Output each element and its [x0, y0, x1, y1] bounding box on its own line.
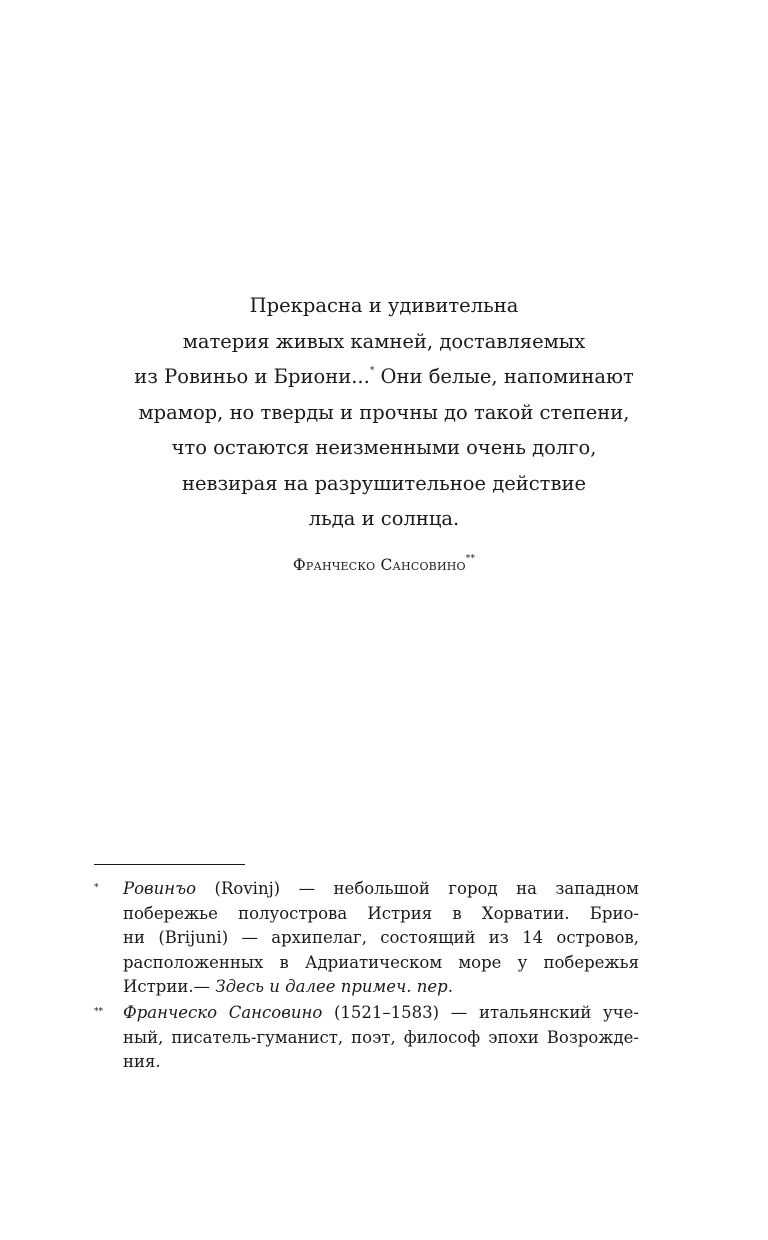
footnote-text: Истрии.—: [123, 977, 216, 996]
footnote-text: (1521–1583) — итальянский уче-: [322, 1003, 639, 1022]
footnote-separator: [94, 864, 245, 865]
footnote-line: [123, 1001, 639, 1026]
epigraph-line: материя живых камней, доставляемых: [182, 329, 586, 353]
footnote-mark: *: [94, 883, 99, 893]
footnote-italic-note: Здесь и далее примеч. пер.: [215, 977, 453, 996]
footnote-line: [123, 877, 639, 902]
epigraph-attribution: [0, 556, 768, 574]
footnote-line: ный, писатель-гуманист, поэт, философ эпохи Возрожде-: [123, 1027, 639, 1047]
footnote-reference-mark: *: [369, 366, 375, 376]
epigraph-line: Прекрасна и удивительна: [249, 294, 519, 317]
footnote-line: ни (Brijuni) — архипелаг, состоящий из 14 островов,: [123, 928, 639, 947]
epigraph-line-part: из Ровиньо и Бриони...: [134, 365, 370, 388]
epigraph-line: [0, 359, 768, 395]
footnote-term: Ровинъо: [123, 879, 197, 898]
footnote-line: ния.: [123, 1052, 161, 1071]
footnote-text: (Rovinj) — небольшой город на западном: [196, 879, 639, 898]
epigraph-line: мрамор, но тверды и прочны до такой степени,: [138, 400, 630, 424]
footnote-reference-mark: **: [465, 554, 476, 564]
footnote-line: расположенных в Адриатическом море у побережья: [123, 952, 639, 972]
epigraph-line: что остаются неизменными очень долго,: [171, 436, 597, 459]
attribution-name: Франческо Сансовино: [292, 556, 466, 574]
footnote-body: [123, 877, 639, 1000]
footnote: [94, 1001, 639, 1075]
footnote-line: [123, 975, 639, 1000]
footnote-body: [123, 1001, 639, 1075]
epigraph-line: льда и солнца.: [308, 507, 460, 530]
footnote-term: Франческо Сансовино: [123, 1003, 323, 1022]
footnote: [94, 877, 639, 1000]
footnote-mark: **: [94, 1007, 103, 1017]
footnote-line: побережье полуострова Истрия в Хорватии. Брио-: [123, 903, 639, 923]
epigraph-line: невзирая на разрушительное действие: [182, 471, 586, 495]
epigraph-line-part: Они белые, напоминают: [380, 365, 634, 388]
epigraph: [0, 288, 768, 537]
